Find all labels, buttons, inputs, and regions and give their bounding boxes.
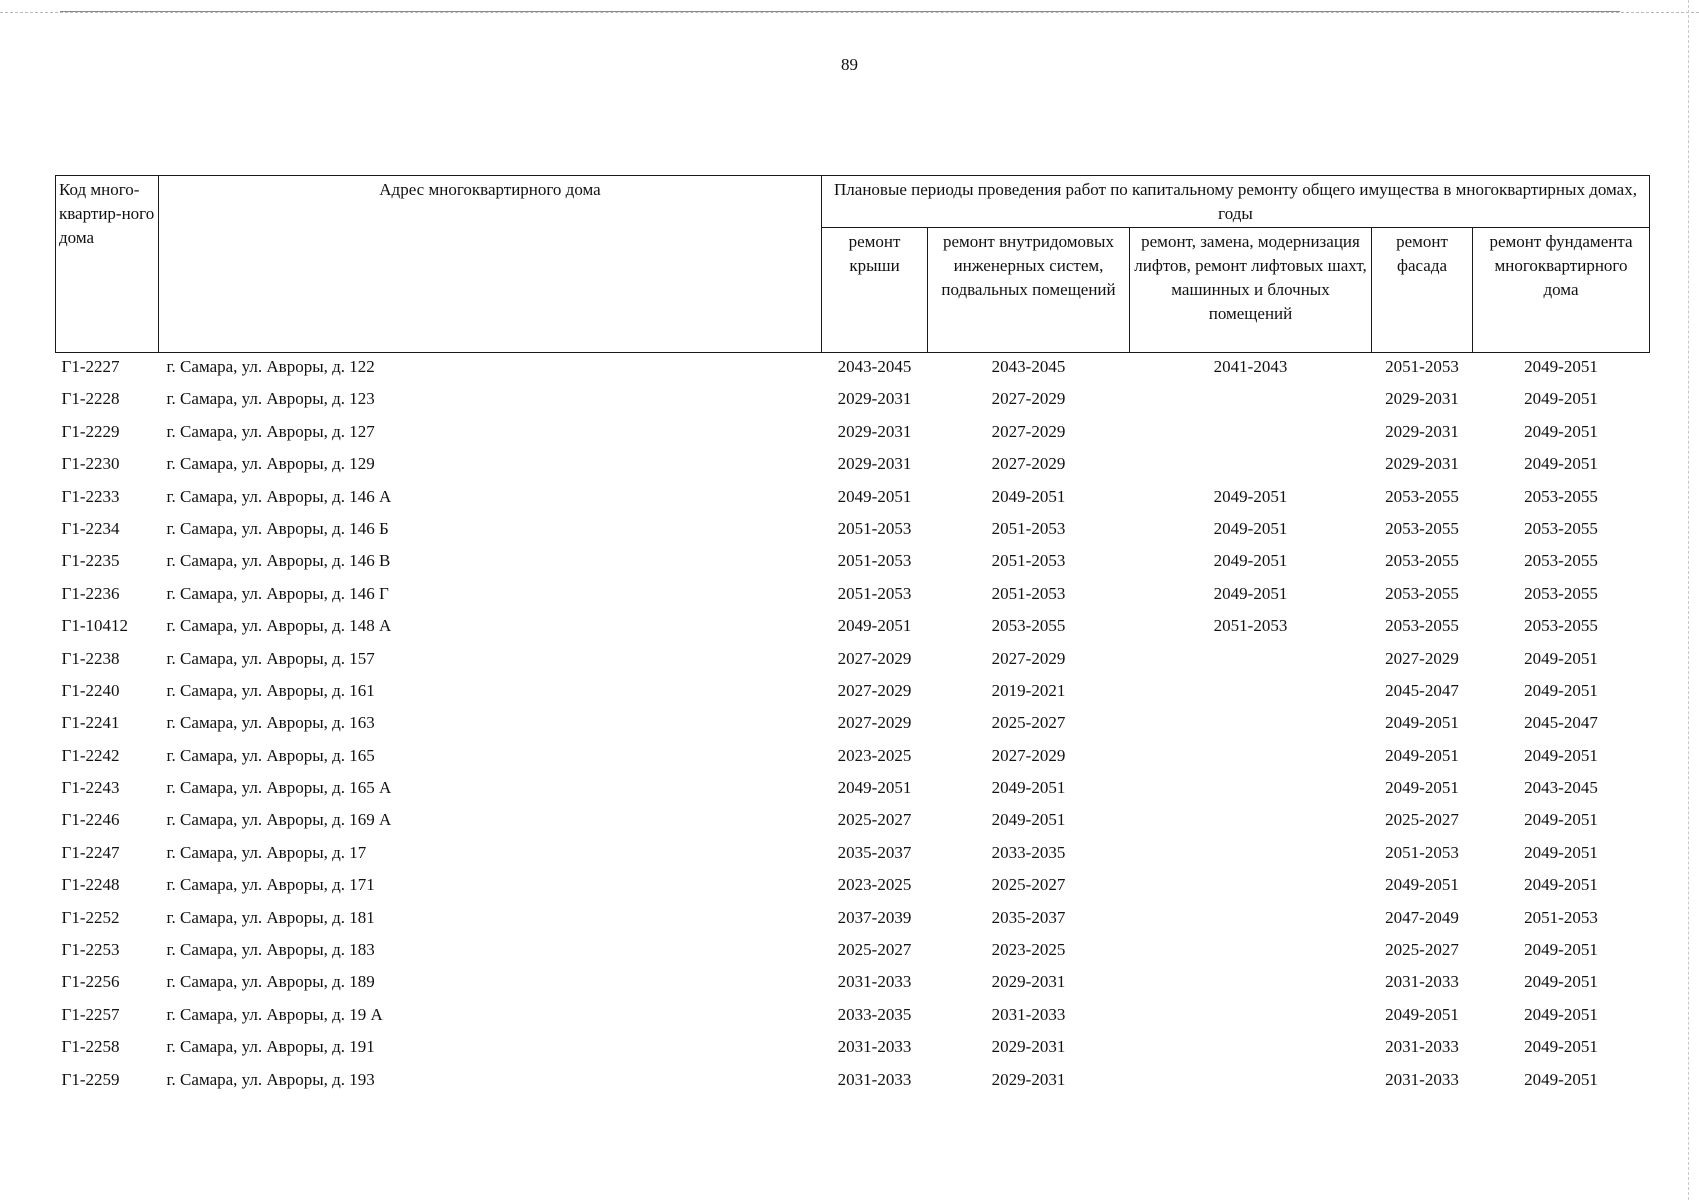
house-code-cell: Г1-2247 <box>61 842 120 862</box>
roof-period-cell: 2037-2039 <box>837 907 912 927</box>
facade-period-cell: 2031-2033 <box>1385 1037 1459 1057</box>
table-row <box>56 1067 1650 1099</box>
address-cell: г. Самара, ул. Авроры, д. 146 Б <box>166 518 389 538</box>
address-cell: г. Самара, ул. Авроры, д. 183 <box>166 940 375 960</box>
table-row <box>56 969 1650 1001</box>
house-code-cell: Г1-2243 <box>61 778 120 798</box>
roof-period-cell: 2023-2025 <box>837 745 912 765</box>
address-cell: г. Самара, ул. Авроры, д. 157 <box>166 648 375 668</box>
header-address: Адрес многоквартирного дома <box>159 176 822 353</box>
facade-period-cell: 2031-2033 <box>1385 1069 1459 1089</box>
header-roof: ремонт крыши <box>822 228 928 353</box>
foundation-period-cell: 2049-2051 <box>1524 1069 1598 1089</box>
roof-period-cell: 2051-2053 <box>837 518 912 538</box>
house-code-cell: Г1-2258 <box>61 1037 120 1057</box>
facade-period-cell: 2049-2051 <box>1385 778 1459 798</box>
address-cell: г. Самара, ул. Авроры, д. 181 <box>166 907 375 927</box>
foundation-period-cell: 2053-2055 <box>1524 616 1598 636</box>
address-cell: г. Самара, ул. Авроры, д. 17 <box>166 842 367 862</box>
foundation-period-cell: 2053-2055 <box>1524 518 1598 538</box>
roof-period-cell: 2051-2053 <box>837 583 912 603</box>
house-code-cell: Г1-2229 <box>61 421 120 441</box>
elevator-period-cell <box>1130 840 1372 872</box>
systems-period-cell: 2019-2021 <box>991 680 1066 700</box>
foundation-period-cell: 2049-2051 <box>1524 1037 1598 1057</box>
elevator-period-cell <box>1130 678 1372 710</box>
systems-period-cell: 2051-2053 <box>991 518 1066 538</box>
page-number: 89 <box>841 55 858 74</box>
table-row <box>56 678 1650 710</box>
foundation-period-cell: 2053-2055 <box>1524 551 1598 571</box>
foundation-period-cell: 2049-2051 <box>1524 842 1598 862</box>
roof-period-cell: 2025-2027 <box>837 810 912 830</box>
table-row <box>56 353 1650 387</box>
foundation-period-cell: 2049-2051 <box>1524 454 1598 474</box>
facade-period-cell: 2053-2055 <box>1385 616 1459 636</box>
table-row <box>56 905 1650 937</box>
elevator-period-cell <box>1130 937 1372 969</box>
elevator-period-cell: 2049-2051 <box>1213 518 1288 538</box>
systems-period-cell: 2029-2031 <box>991 1069 1066 1089</box>
header-code: Код много-квартир-ного дома <box>56 176 159 353</box>
facade-period-cell: 2049-2051 <box>1385 875 1459 895</box>
address-cell: г. Самара, ул. Авроры, д. 148 А <box>166 616 392 636</box>
elevator-period-cell: 2049-2051 <box>1213 551 1288 571</box>
roof-period-cell: 2031-2033 <box>837 1069 912 1089</box>
foundation-period-cell: 2053-2055 <box>1524 486 1598 506</box>
table-row <box>56 840 1650 872</box>
facade-period-cell: 2045-2047 <box>1385 680 1459 700</box>
house-code-cell: Г1-2227 <box>61 357 120 376</box>
roof-period-cell: 2029-2031 <box>837 454 912 474</box>
top-scan-rule <box>0 12 1699 13</box>
address-cell: г. Самара, ул. Авроры, д. 122 <box>166 357 375 376</box>
house-code-cell: Г1-2242 <box>61 745 120 765</box>
systems-period-cell: 2023-2025 <box>991 940 1066 960</box>
address-cell: г. Самара, ул. Авроры, д. 193 <box>166 1069 375 1089</box>
elevator-period-cell <box>1130 386 1372 418</box>
roof-period-cell: 2027-2029 <box>837 648 912 668</box>
table-row <box>56 451 1650 483</box>
house-code-cell: Г1-2241 <box>61 713 120 733</box>
table-row <box>56 743 1650 775</box>
house-code-cell: Г1-2246 <box>61 810 120 830</box>
house-code-cell: Г1-2240 <box>61 680 120 700</box>
systems-period-cell: 2043-2045 <box>991 357 1066 376</box>
systems-period-cell: 2027-2029 <box>991 745 1066 765</box>
systems-period-cell: 2049-2051 <box>991 486 1066 506</box>
systems-period-cell: 2033-2035 <box>991 842 1066 862</box>
top-scan-line <box>60 11 1620 12</box>
header-planned-periods: Плановые периоды проведения работ по капитальному ремонту общего имущества в многоквартирных домах, годы <box>822 176 1650 228</box>
table-row <box>56 937 1650 969</box>
elevator-period-cell <box>1130 1067 1372 1099</box>
roof-period-cell: 2025-2027 <box>837 940 912 960</box>
table-row <box>56 646 1650 678</box>
roof-period-cell: 2023-2025 <box>837 875 912 895</box>
foundation-period-cell: 2049-2051 <box>1524 389 1598 409</box>
systems-period-cell: 2027-2029 <box>991 421 1066 441</box>
roof-period-cell: 2049-2051 <box>837 486 912 506</box>
table-row <box>56 807 1650 839</box>
house-code-cell: Г1-2230 <box>61 454 120 474</box>
systems-period-cell: 2025-2027 <box>991 875 1066 895</box>
table-body <box>56 353 1650 1099</box>
systems-period-cell: 2029-2031 <box>991 972 1066 992</box>
elevator-period-cell: 2051-2053 <box>1213 616 1288 636</box>
address-cell: г. Самара, ул. Авроры, д. 163 <box>166 713 375 733</box>
facade-period-cell: 2049-2051 <box>1385 1004 1459 1024</box>
systems-period-cell: 2031-2033 <box>991 1004 1066 1024</box>
header-facade: ремонт фасада <box>1372 228 1473 353</box>
roof-period-cell: 2043-2045 <box>837 357 912 376</box>
systems-period-cell: 2053-2055 <box>991 616 1066 636</box>
facade-period-cell: 2053-2055 <box>1385 486 1459 506</box>
foundation-period-cell: 2045-2047 <box>1524 713 1598 733</box>
house-code-cell: Г1-2252 <box>61 907 120 927</box>
elevator-period-cell <box>1130 872 1372 904</box>
capital-repair-table <box>55 175 1650 1099</box>
foundation-period-cell: 2049-2051 <box>1524 357 1598 376</box>
address-cell: г. Самара, ул. Авроры, д. 127 <box>166 421 375 441</box>
foundation-period-cell: 2053-2055 <box>1524 583 1598 603</box>
facade-period-cell: 2029-2031 <box>1385 421 1459 441</box>
systems-period-cell: 2049-2051 <box>991 778 1066 798</box>
facade-period-cell: 2025-2027 <box>1385 810 1459 830</box>
systems-period-cell: 2027-2029 <box>991 648 1066 668</box>
table-header <box>56 176 1650 353</box>
table-row <box>56 1034 1650 1066</box>
systems-period-cell: 2051-2053 <box>991 583 1066 603</box>
roof-period-cell: 2031-2033 <box>837 1037 912 1057</box>
systems-period-cell: 2049-2051 <box>991 810 1066 830</box>
roof-period-cell: 2033-2035 <box>837 1004 912 1024</box>
address-cell: г. Самара, ул. Авроры, д. 169 А <box>166 810 392 830</box>
facade-period-cell: 2025-2027 <box>1385 940 1459 960</box>
address-cell: г. Самара, ул. Авроры, д. 19 А <box>166 1004 383 1024</box>
house-code-cell: Г1-2236 <box>61 583 120 603</box>
house-code-cell: Г1-2248 <box>61 875 120 895</box>
house-code-cell: Г1-2253 <box>61 940 120 960</box>
foundation-period-cell: 2049-2051 <box>1524 940 1598 960</box>
facade-period-cell: 2027-2029 <box>1385 648 1459 668</box>
elevator-period-cell: 2049-2051 <box>1213 486 1288 506</box>
house-code-cell: Г1-2256 <box>61 972 120 992</box>
address-cell: г. Самара, ул. Авроры, д. 146 В <box>166 551 391 571</box>
roof-period-cell: 2029-2031 <box>837 421 912 441</box>
roof-period-cell: 2035-2037 <box>837 842 912 862</box>
house-code-cell: Г1-2234 <box>61 518 120 538</box>
address-cell: г. Самара, ул. Авроры, д. 191 <box>166 1037 375 1057</box>
roof-period-cell: 2049-2051 <box>837 778 912 798</box>
systems-period-cell: 2025-2027 <box>991 713 1066 733</box>
facade-period-cell: 2049-2051 <box>1385 713 1459 733</box>
foundation-period-cell: 2049-2051 <box>1524 875 1598 895</box>
table-row <box>56 613 1650 645</box>
header-engineering-systems: ремонт внутридомовых инженерных систем, подвальных помещений <box>928 228 1130 353</box>
elevator-period-cell <box>1130 451 1372 483</box>
systems-period-cell: 2027-2029 <box>991 454 1066 474</box>
header-elevators: ремонт, замена, модернизация лифтов, ремонт лифтовых шахт, машинных и блочных помещений <box>1130 228 1372 353</box>
roof-period-cell: 2029-2031 <box>837 389 912 409</box>
table-row <box>56 872 1650 904</box>
address-cell: г. Самара, ул. Авроры, д. 129 <box>166 454 375 474</box>
address-cell: г. Самара, ул. Авроры, д. 171 <box>166 875 375 895</box>
systems-period-cell: 2051-2053 <box>991 551 1066 571</box>
table-row <box>56 548 1650 580</box>
facade-period-cell: 2053-2055 <box>1385 583 1459 603</box>
facade-period-cell: 2049-2051 <box>1385 745 1459 765</box>
house-code-cell: Г1-2235 <box>61 551 120 571</box>
facade-period-cell: 2031-2033 <box>1385 972 1459 992</box>
house-code-cell: Г1-2257 <box>61 1004 120 1024</box>
facade-period-cell: 2053-2055 <box>1385 551 1459 571</box>
table-row <box>56 419 1650 451</box>
table-row <box>56 516 1650 548</box>
house-code-cell: Г1-2233 <box>61 486 120 506</box>
foundation-period-cell: 2051-2053 <box>1524 907 1598 927</box>
house-code-cell: Г1-2259 <box>61 1069 120 1089</box>
facade-period-cell: 2051-2053 <box>1385 842 1459 862</box>
elevator-period-cell <box>1130 807 1372 839</box>
foundation-period-cell: 2049-2051 <box>1524 972 1598 992</box>
elevator-period-cell <box>1130 646 1372 678</box>
facade-period-cell: 2051-2053 <box>1385 357 1459 376</box>
table-row <box>56 710 1650 742</box>
facade-period-cell: 2053-2055 <box>1385 518 1459 538</box>
elevator-period-cell <box>1130 743 1372 775</box>
elevator-period-cell <box>1130 419 1372 451</box>
foundation-period-cell: 2049-2051 <box>1524 1004 1598 1024</box>
house-code-cell: Г1-10412 <box>61 616 128 636</box>
elevator-period-cell <box>1130 1002 1372 1034</box>
address-cell: г. Самара, ул. Авроры, д. 165 А <box>166 778 392 798</box>
facade-period-cell: 2047-2049 <box>1385 907 1459 927</box>
facade-period-cell: 2029-2031 <box>1385 389 1459 409</box>
foundation-period-cell: 2049-2051 <box>1524 680 1598 700</box>
elevator-period-cell <box>1130 905 1372 937</box>
roof-period-cell: 2027-2029 <box>837 680 912 700</box>
elevator-period-cell <box>1130 775 1372 807</box>
roof-period-cell: 2049-2051 <box>837 616 912 636</box>
address-cell: г. Самара, ул. Авроры, д. 189 <box>166 972 375 992</box>
table-row <box>56 775 1650 807</box>
roof-period-cell: 2051-2053 <box>837 551 912 571</box>
table-row <box>56 484 1650 516</box>
address-cell: г. Самара, ул. Авроры, д. 146 А <box>166 486 392 506</box>
systems-period-cell: 2027-2029 <box>991 389 1066 409</box>
elevator-period-cell: 2041-2043 <box>1213 357 1288 376</box>
table-row <box>56 581 1650 613</box>
table-row <box>56 386 1650 418</box>
facade-period-cell: 2029-2031 <box>1385 454 1459 474</box>
house-code-cell: Г1-2238 <box>61 648 120 668</box>
address-cell: г. Самара, ул. Авроры, д. 165 <box>166 745 375 765</box>
house-code-cell: Г1-2228 <box>61 389 120 409</box>
header-foundation: ремонт фундамента многоквартирного дома <box>1473 228 1650 353</box>
systems-period-cell: 2035-2037 <box>991 907 1066 927</box>
systems-period-cell: 2029-2031 <box>991 1037 1066 1057</box>
foundation-period-cell: 2049-2051 <box>1524 810 1598 830</box>
right-scan-edge <box>1688 0 1689 1200</box>
elevator-period-cell <box>1130 1034 1372 1066</box>
elevator-period-cell <box>1130 969 1372 1001</box>
foundation-period-cell: 2049-2051 <box>1524 745 1598 765</box>
address-cell: г. Самара, ул. Авроры, д. 146 Г <box>166 583 389 603</box>
roof-period-cell: 2031-2033 <box>837 972 912 992</box>
address-cell: г. Самара, ул. Авроры, д. 123 <box>166 389 375 409</box>
table-row <box>56 1002 1650 1034</box>
elevator-period-cell: 2049-2051 <box>1213 583 1288 603</box>
elevator-period-cell <box>1130 710 1372 742</box>
foundation-period-cell: 2049-2051 <box>1524 648 1598 668</box>
foundation-period-cell: 2043-2045 <box>1524 778 1598 798</box>
roof-period-cell: 2027-2029 <box>837 713 912 733</box>
foundation-period-cell: 2049-2051 <box>1524 421 1598 441</box>
address-cell: г. Самара, ул. Авроры, д. 161 <box>166 680 375 700</box>
